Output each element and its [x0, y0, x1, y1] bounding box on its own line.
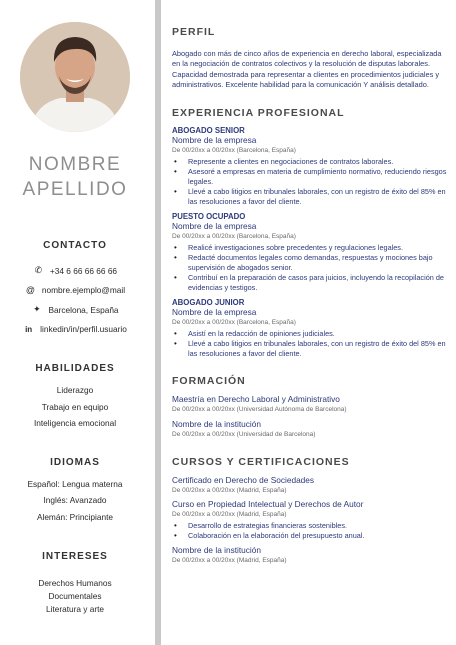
- course-entry: [172, 499, 450, 541]
- company-name: Nombre de la empresa: [172, 134, 257, 145]
- contact-linkedin: [0, 320, 150, 340]
- job-bullets: [172, 329, 450, 360]
- bullet-item: • Represente a clientes en negociaciones de contratos laborales.: [172, 157, 450, 167]
- course-entry: [172, 475, 450, 496]
- course-title: Curso en Propiedad Intelectual y Derechos de Autor: [172, 499, 364, 510]
- interests-heading: INTERESES: [42, 551, 108, 562]
- languages-list: [0, 476, 150, 526]
- candidate-name: [0, 152, 150, 202]
- education-title: Maestría en Derecho Laboral y Administrativo: [172, 394, 340, 405]
- portrait-image: [20, 22, 130, 132]
- location-icon: ✦: [33, 304, 41, 315]
- experience-heading: EXPERIENCIA PROFESIONAL: [172, 106, 345, 119]
- job-bullets: [172, 243, 450, 294]
- linkedin-icon: in: [25, 324, 33, 334]
- at-icon: @: [25, 285, 35, 296]
- job-entry: [172, 126, 450, 208]
- email-text[interactable]: nombre.ejemplo@mail: [41, 285, 126, 296]
- bullet-item: • Redacté documentos legales como demandas, respuestas y mociones bajo supervisión de abogados senior.: [172, 253, 450, 273]
- course-entry: [172, 545, 450, 566]
- course-date: De 00/20xx a 00/20xx (Madrid, España): [172, 511, 287, 519]
- education-title: Nombre de la institución: [172, 419, 262, 430]
- contact-email: [0, 281, 150, 301]
- education-date: De 00/20xx a 00/20xx (Universidad Autónoma de Barcelona): [172, 406, 347, 414]
- sidebar: [0, 0, 150, 645]
- job-entry: [172, 298, 450, 360]
- list-item: Documentales: [48, 591, 102, 601]
- job-bullets: [172, 157, 450, 208]
- profile-heading: PERFIL: [172, 26, 216, 38]
- education-entry: [172, 419, 450, 440]
- bullet-item: • Colaboración en la elaboración del presupuesto anual.: [172, 531, 450, 541]
- course-date: De 00/20xx a 00/20xx (Madrid, España): [172, 556, 287, 564]
- interests-list: [0, 577, 150, 616]
- list-item: Liderazgo: [56, 385, 94, 395]
- courses-heading: CURSOS Y CERTIFICACIONES: [172, 456, 350, 469]
- list-item: Inteligencia emocional: [33, 418, 117, 428]
- linkedin-text[interactable]: linkedin/in/perfil.usuario: [40, 324, 127, 335]
- course-date: De 00/20xx a 00/20xx (Madrid, España): [172, 487, 287, 495]
- phone-text[interactable]: +34 6 66 66 66 66: [49, 265, 118, 276]
- contact-phone: [0, 261, 150, 281]
- profile-photo: [20, 22, 130, 132]
- skills-list: [0, 382, 150, 432]
- education-date: De 00/20xx a 00/20xx (Universidad de Barcelona): [172, 431, 316, 439]
- job-date: De 00/20xx a 00/20xx (Barcelona, España): [172, 318, 296, 326]
- profile-text: Abogado con más de cinco años de experiencia en derecho laboral, especializada en la negociación de contratos colectivos y la resolución de disputas laborales. Capacidad demostrada para representar a clientes en procedimientos judiciales y administrativos. Excelente habilidad para la comunicación Y análisis detallado.: [172, 49, 442, 90]
- bullet-item: • Contribuí en la preparación de casos para juicios, incluyendo la recopilación de evidencias y testigos.: [172, 273, 450, 293]
- job-entry: [172, 212, 450, 294]
- vertical-divider: [155, 0, 161, 645]
- course-bullets: [172, 521, 450, 541]
- company-name: Nombre de la empresa: [172, 306, 257, 317]
- job-title: PUESTO OCUPADO: [172, 211, 246, 221]
- location-text: Barcelona, España: [48, 304, 119, 315]
- bullet-item: • Desarrollo de estrategias financieras sostenibles.: [172, 521, 450, 531]
- contact-heading: CONTACTO: [43, 240, 107, 251]
- bullet-item: • Llevé a cabo litigios en tribunales laborales, con un registro de éxito del 85% en las resoluciones a favor del cliente.: [172, 187, 450, 207]
- list-item: Literatura y arte: [45, 604, 105, 614]
- list-item: Inglés: Avanzado: [43, 495, 107, 505]
- course-title: Certificado en Derecho de Sociedades: [172, 475, 315, 486]
- bullet-item: • Asesoré a empresas en materia de cumplimiento normativo, reduciendo riesgos legales.: [172, 167, 450, 187]
- phone-icon: ✆: [34, 265, 43, 276]
- contact-location: [0, 300, 150, 320]
- job-title: ABOGADO JUNIOR: [172, 297, 245, 307]
- languages-heading: IDIOMAS: [50, 456, 100, 468]
- job-title: ABOGADO SENIOR: [172, 125, 245, 135]
- list-item: Español: Lengua materna: [27, 478, 123, 489]
- first-name: NOMBRE: [28, 154, 122, 175]
- skills-heading: HABILIDADES: [35, 363, 115, 374]
- job-date: De 00/20xx a 00/20xx (Barcelona, España): [172, 232, 296, 240]
- bullet-item: • Llevé a cabo litigios en tribunales laborales, con un registro de éxito del 85% en las resoluciones a favor del cliente.: [172, 339, 450, 359]
- last-name: APELLIDO: [22, 179, 128, 200]
- main-content: [172, 0, 450, 645]
- company-name: Nombre de la empresa: [172, 220, 257, 231]
- list-item: Trabajo en equipo: [41, 401, 109, 412]
- list-item: Alemán: Principiante: [36, 511, 114, 522]
- contact-list: [0, 261, 150, 339]
- education-entry: [172, 394, 450, 415]
- list-item: Derechos Humanos: [38, 578, 112, 588]
- education-heading: FORMACIÓN: [172, 375, 246, 388]
- job-date: De 00/20xx a 00/20xx (Barcelona, España): [172, 146, 296, 154]
- bullet-item: • Realicé investigaciones sobre precedentes y regulaciones legales.: [172, 243, 450, 253]
- course-title: Nombre de la institución: [172, 544, 262, 555]
- bullet-item: • Asistí en la redacción de opiniones judiciales.: [172, 329, 450, 339]
